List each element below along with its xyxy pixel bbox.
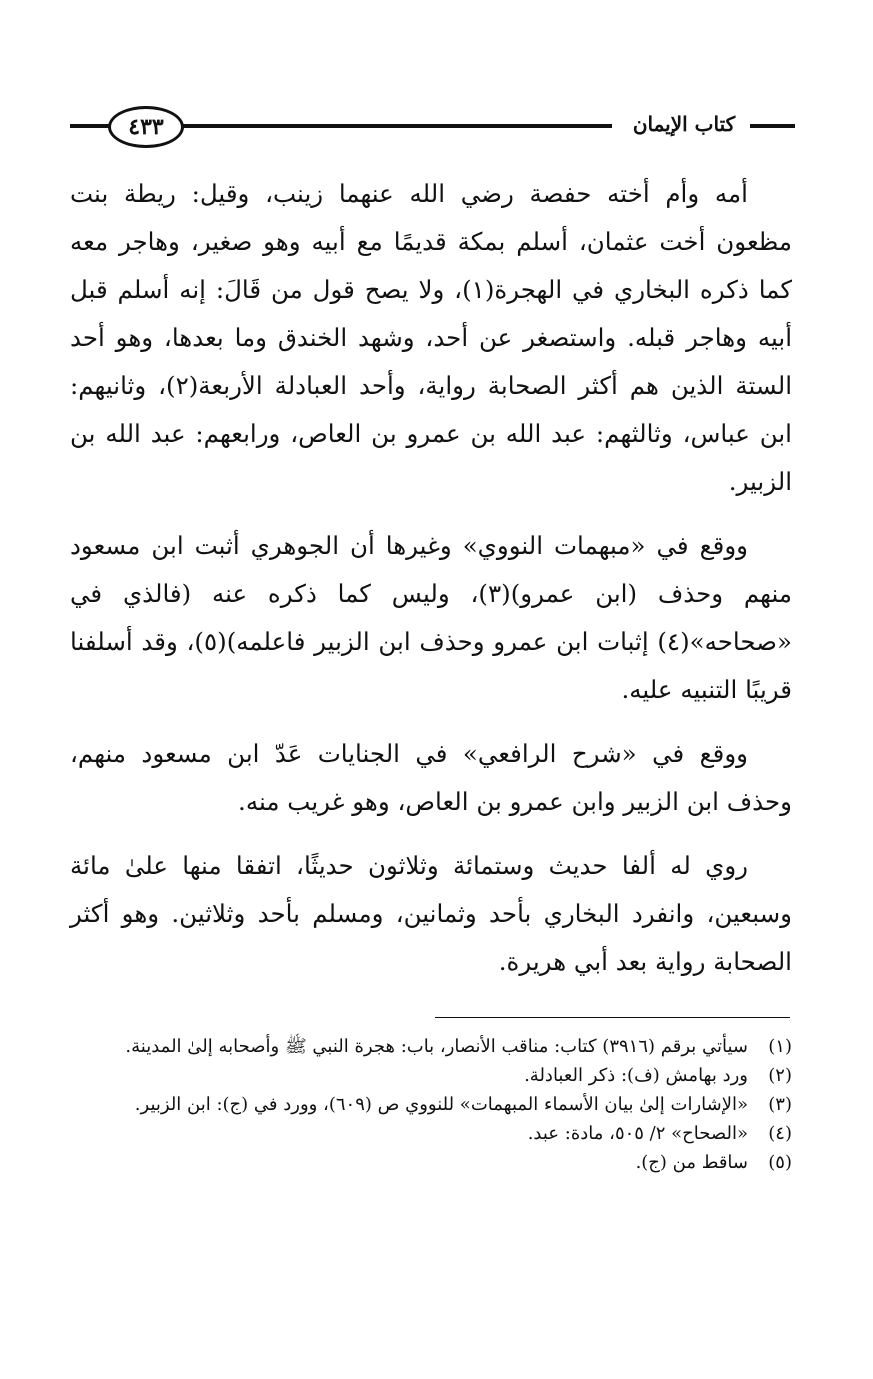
footnote-item — [70, 1119, 792, 1148]
paragraph: أمه وأم أخته حفصة رضي الله عنهما زينب، وقيل: ريطة بنت مظعون أخت عثمان، أسلم بمكة قديمًا مع أبيه وهو صغير، وهاجر معه كما ذكره البخاري في الهجرة(١)، ولا يصح قول من قَالَ: إنه أسلم قبل أبيه وهاجر قبله. واستصغر عن أحد، وشهد الخندق وما بعدها، وهو أحد الستة الذين هم أكثر الصحابة رواية، وأحد العبادلة الأربعة(٢)، وثانيهم: ابن عباس، وثالثهم: عبد الله بن عمرو بن العاص، ورابعهم: عبد الله بن الزبير. — [70, 179, 793, 496]
page-header — [70, 100, 795, 160]
footnote-number: (١) — [768, 1036, 792, 1057]
footnotes — [70, 1032, 792, 1177]
footnote-text: «الصحاح» ٢/ ٥٠٥، مادة: عبد. — [527, 1123, 748, 1144]
running-title: كتاب الإيمان — [632, 112, 736, 136]
header-rule-right — [750, 124, 795, 128]
footnote-separator — [435, 1017, 790, 1018]
footnote-number: (٤) — [768, 1123, 792, 1144]
footnote-number: (٢) — [768, 1065, 792, 1086]
footnote-number: (٥) — [768, 1152, 792, 1173]
header-rule-middle — [182, 124, 612, 128]
paragraph: ووقع في «شرح الرافعي» في الجنايات عَدّ ابن مسعود منهم، وحذف ابن الزبير وابن عمرو بن العاص، وهو غريب منه. — [70, 739, 792, 816]
page-number: ٤٣٣ — [108, 106, 184, 148]
footnote-number: (٣) — [768, 1094, 792, 1115]
footnote-text: سيأتي برقم (٣٩١٦) كتاب: مناقب الأنصار، باب: هجرة النبي ﷺ وأصحابه إلىٰ المدينة. — [125, 1036, 748, 1057]
main-text — [70, 170, 792, 1002]
header-rule-left — [70, 124, 110, 128]
footnote-item — [70, 1032, 792, 1061]
paragraph: روي له ألفا حديث وستمائة وثلاثون حديثًا، اتفقا منها علىٰ مائة وسبعين، وانفرد البخاري بأحد وثمانين، ومسلم بأحد وثلاثين. وهو أكثر الصحابة رواية بعد أبي هريرة. — [70, 851, 792, 976]
footnote-text: «الإشارات إلىٰ بيان الأسماء المبهمات» للنووي ص (٦٠٩)، وورد في (ج): ابن الزبير. — [134, 1094, 748, 1115]
footnote-text: ورد بهامش (ف): ذكر العبادلة. — [524, 1065, 748, 1086]
footnote-item — [70, 1148, 792, 1177]
footnote-text: ساقط من (ج). — [635, 1152, 748, 1173]
footnote-item — [70, 1090, 792, 1119]
paragraph: ووقع في «مبهمات النووي» وغيرها أن الجوهري أثبت ابن مسعود منهم وحذف (ابن عمرو)(٣)، وليس كما ذكره عنه (فالذي في «صحاحه»(٤) إثبات ابن عمرو وحذف ابن الزبير فاعلمه)(٥)، وقد أسلفنا قريبًا التنبيه عليه. — [70, 531, 792, 704]
footnote-item — [70, 1061, 792, 1090]
